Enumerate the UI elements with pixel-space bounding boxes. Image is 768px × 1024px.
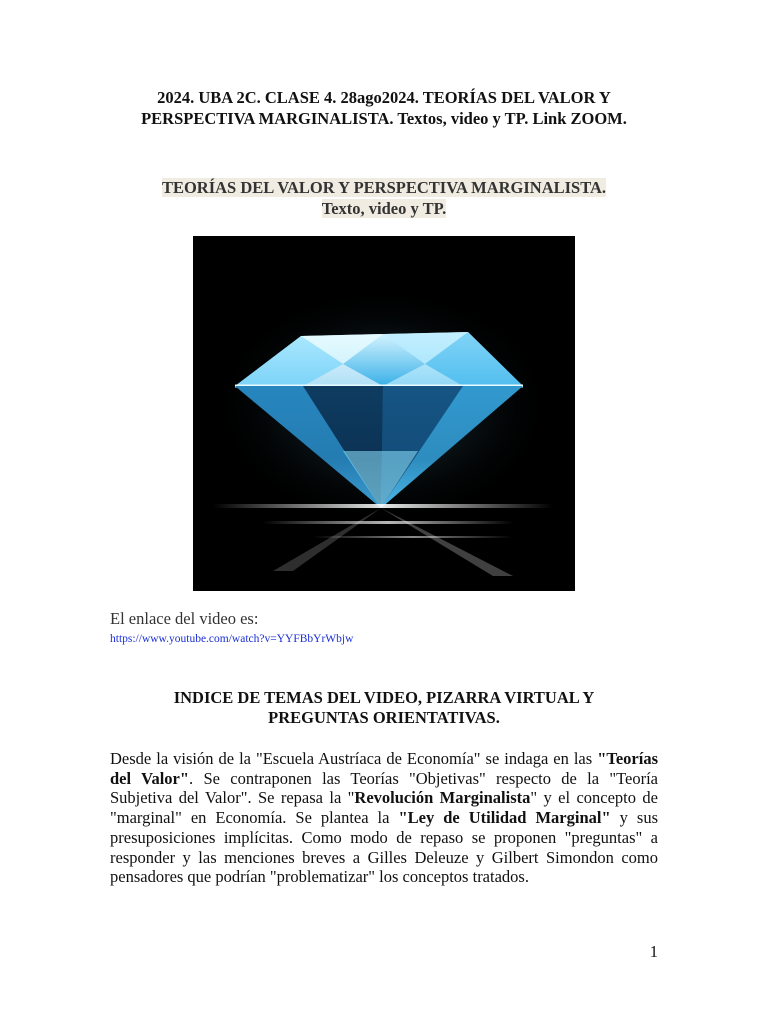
body-bold-teorias-del-valor: "Teorías del Valor": [110, 749, 658, 788]
index-heading-line-2: PREGUNTAS ORIENTATIVAS.: [268, 708, 500, 727]
body-text-part-3: " y el concepto de "marginal" en Economía. Se plantea la: [110, 788, 658, 828]
title-line-1: 2024. UBA 2C. CLASE 4. 28ago2024. TEORÍAS DEL VALOR Y: [157, 88, 611, 107]
body-bold-ley-utilidad-marginal: "Ley de Utilidad Marginal": [398, 808, 611, 828]
subtitle-line-1: TEORÍAS DEL VALOR Y PERSPECTIVA MARGINALISTA.: [161, 178, 607, 197]
index-heading-line-1: INDICE DE TEMAS DEL VIDEO, PIZARRA VIRTUAL Y: [173, 688, 595, 707]
body-text-part-1: Desde la visión de la "Escuela Austríaca de Economía" se indaga en las: [110, 749, 598, 768]
body-bold-revolucion-marginalista: Revolución Marginalista: [354, 788, 531, 808]
body-paragraph: [110, 749, 658, 887]
title-line-2: PERSPECTIVA MARGINALISTA. Textos, video y TP. Link ZOOM.: [141, 109, 627, 128]
body-text-part-2: . Se contraponen las Teorías "Objetivas" respecto de la "Teoría Subjetiva del Valor". Se repasa la ": [110, 768, 658, 808]
subtitle-line-2: Texto, video y TP.: [321, 199, 447, 218]
diamond-image: [193, 236, 575, 591]
video-link-label: El enlace del video es:: [110, 609, 259, 628]
index-heading: [100, 688, 668, 728]
body-text-part-4: y sus presuposiciones implícitas. Como modo de repaso se proponen "preguntas" a responder y las menciones breves a Gilles Deleuze y Gilbert Simondon como pensadores que podrían "problematizar" los conceptos tratados.: [110, 808, 658, 887]
video-link[interactable]: https://www.youtube.com/watch?v=YYFBbYrWbjw: [110, 633, 354, 645]
document-title: [100, 87, 668, 129]
document-subtitle: [100, 177, 668, 219]
page-number: 1: [649, 942, 658, 961]
